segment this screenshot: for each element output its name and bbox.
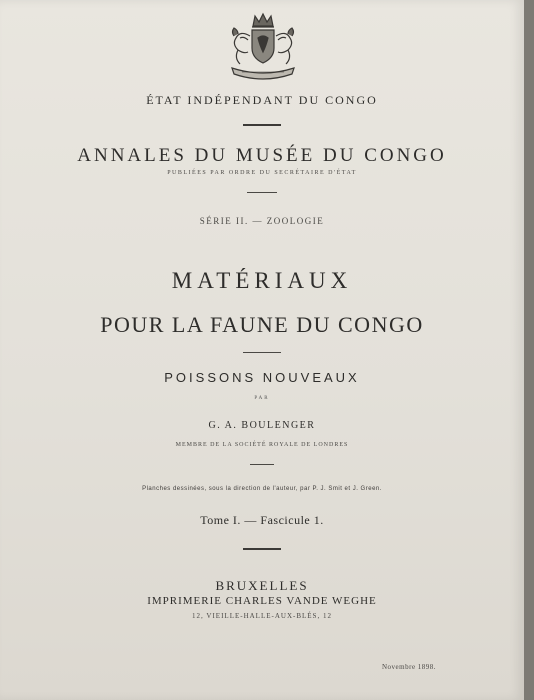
by-label: PAR <box>254 396 270 401</box>
title-line-2: POUR LA FAUNE DU CONGO <box>100 312 424 337</box>
divider <box>250 464 274 465</box>
publisher-note: PUBLIÉES PAR ORDRE DU SECRÉTAIRE D'ÉTAT <box>167 170 357 176</box>
divider <box>243 548 281 550</box>
coat-of-arms-icon <box>218 8 308 82</box>
author-name: G. A. BOULENGER <box>208 420 316 431</box>
publication-date: Novembre 1898. <box>382 663 437 671</box>
divider <box>243 124 281 126</box>
subtitle: POISSONS NOUVEAUX <box>164 370 360 385</box>
series-title: ANNALES DU MUSÉE DU CONGO <box>77 145 447 166</box>
title-line-1: MATÉRIAUX <box>171 268 353 293</box>
divider <box>243 352 281 353</box>
imprint-printer: IMPRIMERIE CHARLES VANDE WEGHE <box>147 595 377 607</box>
volume-label: Tome I. — Fascicule 1. <box>200 513 324 527</box>
divider <box>247 192 277 193</box>
plates-note: Planches dessinées, sous la direction de l'auteur, par P. J. Smit et J. Green. <box>142 486 382 492</box>
state-heading: ÉTAT INDÉPENDANT DU CONGO <box>146 93 378 107</box>
imprint-city: BRUXELLES <box>215 578 309 593</box>
imprint-address: 12, VIEILLE-HALLE-AUX-BLÉS, 12 <box>192 612 332 620</box>
series-label: SÉRIE II. — ZOOLOGIE <box>199 216 325 226</box>
author-membership: MEMBRE DE LA SOCIÉTÉ ROYALE DE LONDRES <box>175 442 349 448</box>
